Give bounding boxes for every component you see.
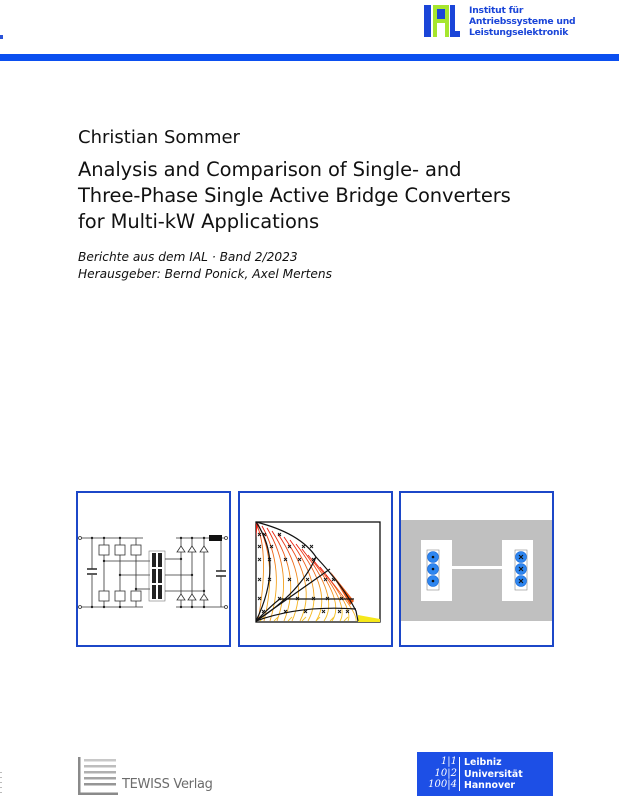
figure-transformer-cross-section	[399, 491, 554, 647]
circuit-schematic-icon	[78, 493, 229, 645]
university-digits-icon: 1|1 10|2 100|4	[428, 756, 457, 790]
institute-name-line: Institut für	[469, 5, 524, 16]
margin-tick	[0, 35, 3, 39]
university-logo-divider	[459, 757, 460, 791]
institute-name-line: Leistungselektronik	[469, 27, 569, 38]
institute-name	[469, 5, 575, 38]
editors-line: Herausgeber: Bernd Ponick, Axel Mertens	[78, 267, 332, 281]
header-rule	[0, 54, 619, 61]
university-logo	[417, 752, 553, 796]
title-line: Analysis and Comparison of Single- and	[78, 158, 462, 181]
university-name: Leibniz Universität Hannover	[464, 757, 523, 791]
figure-circuit-diagram	[76, 491, 231, 647]
figure-operating-region-plot	[238, 491, 393, 647]
institute-name-line: Antriebssysteme und	[469, 16, 576, 27]
book-title	[78, 157, 511, 235]
title-line: Three-Phase Single Active Bridge Converters	[78, 184, 511, 207]
crop-marks-icon	[0, 770, 4, 800]
ial-logo-icon	[424, 5, 460, 37]
tewiss-logo-icon	[78, 757, 118, 795]
author-name: Christian Sommer	[78, 127, 240, 148]
title-line: for Multi-kW Applications	[78, 210, 320, 233]
series-line: Berichte aus dem IAL · Band 2/2023	[78, 250, 298, 264]
series-info	[78, 249, 332, 283]
contour-plot-icon	[240, 493, 391, 645]
transformer-core-icon	[401, 493, 552, 645]
publisher-name: TEWISS Verlag	[122, 777, 213, 792]
